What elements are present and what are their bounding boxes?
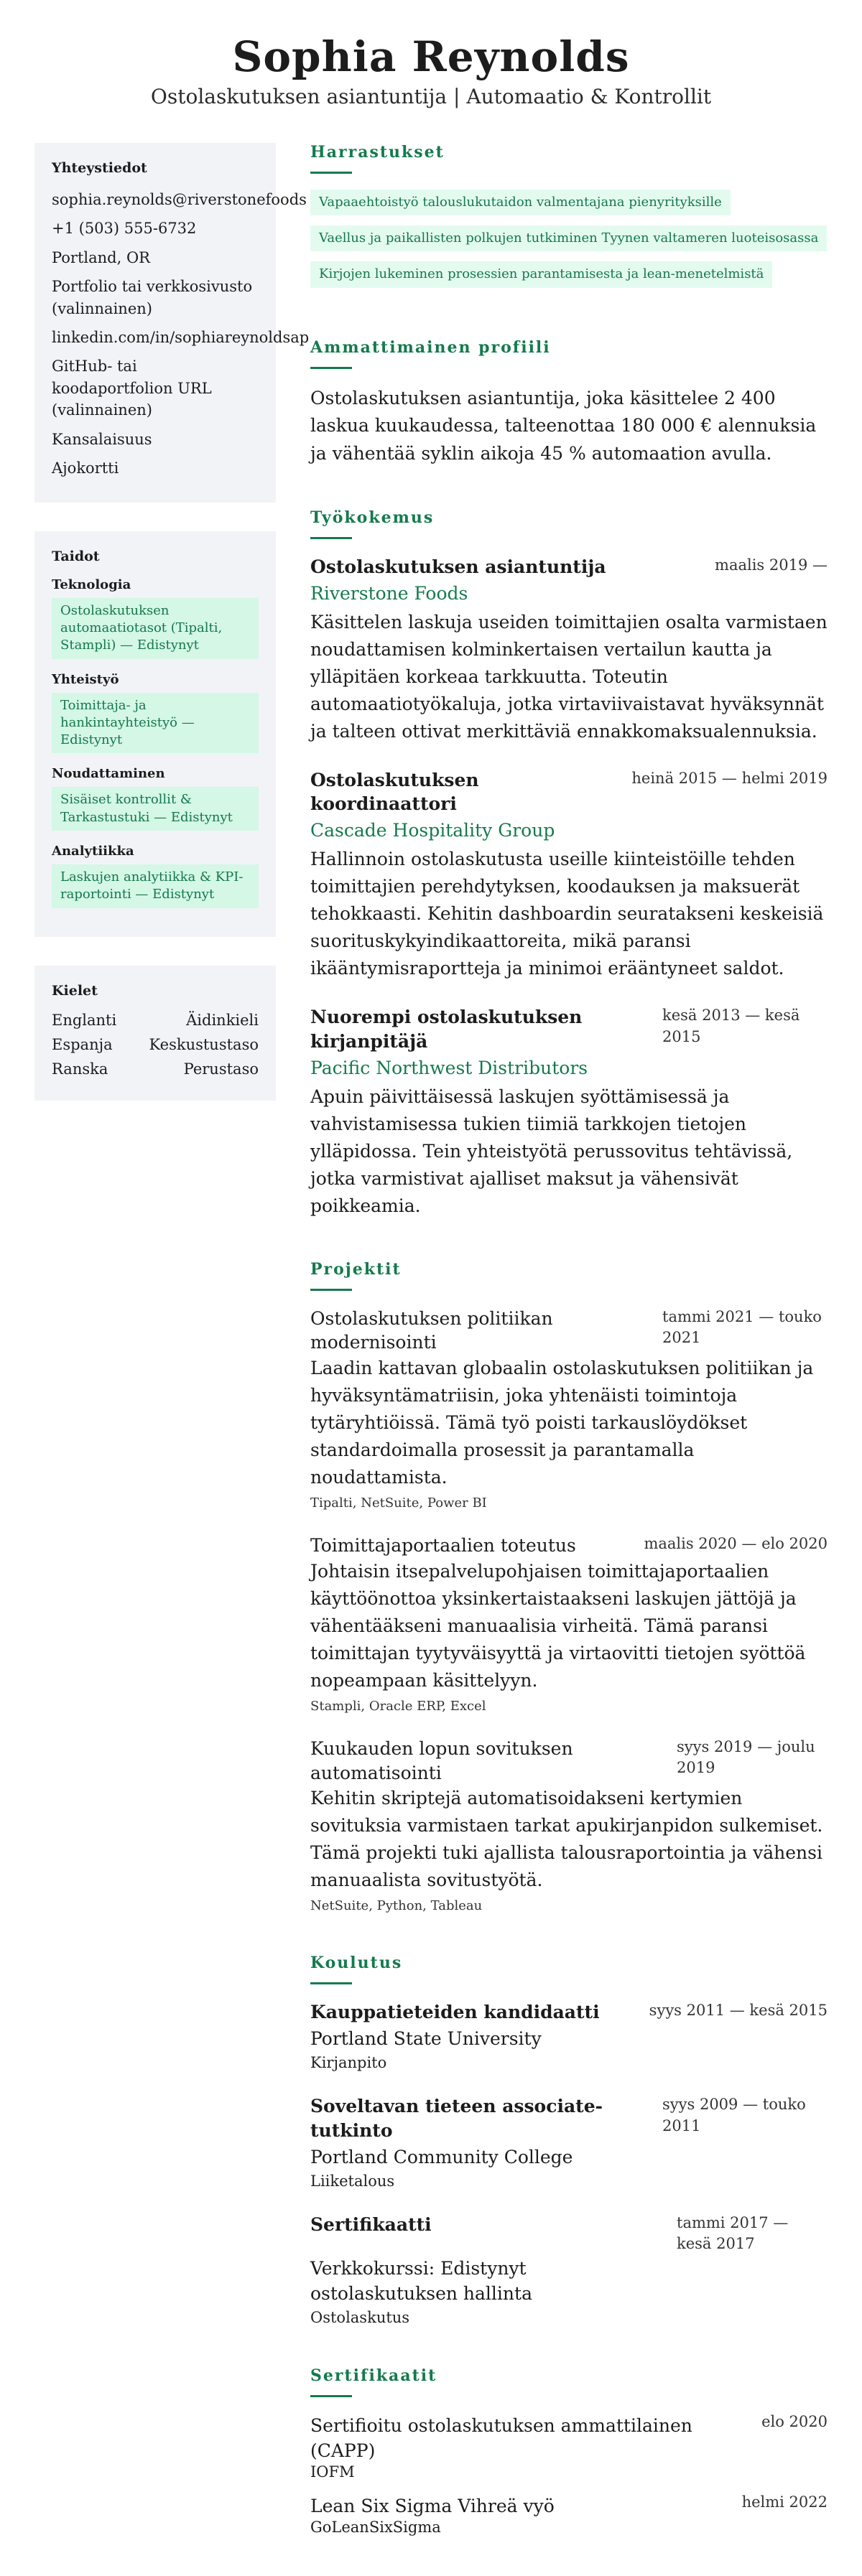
main-column (310, 143, 828, 2576)
job-description: Käsittelen laskuja useiden toimittajien osalta varmistaen noudattamisen kolminkertaisen vertailun kautta ja ylläpitäen korkeaa tarkkuutta. Toteutin automaatiotyökaluja, jotka virtaviivaistavat hyväksynnät ja talteen ottivat merkittäviä ennakkomaksualennuksia. (310, 611, 828, 742)
job-date: kesä 2013 — kesä 2015 (662, 1007, 800, 1045)
education-date: syys 2011 — kesä 2015 (649, 2002, 828, 2020)
projects-section (310, 1260, 828, 1914)
skill-group-title: Yhteistyö (52, 671, 119, 687)
education-entry (310, 2000, 828, 2071)
contact-card (34, 143, 310, 503)
degree-title: Soveltavan tieteen associate-tutkinto (310, 2096, 603, 2141)
company-name: Pacific Northwest Distributors (310, 1057, 588, 1078)
hobbies-section (310, 143, 828, 298)
hobby-chip: Kirjojen lukeminen prosessien parantamisesta ja lean-menetelmistä (310, 261, 772, 287)
company-name: Riverstone Foods (310, 582, 468, 604)
language-row (52, 1036, 259, 1053)
education-field: Kirjanpito (310, 2054, 387, 2072)
language-level: Keskustustaso (149, 1035, 259, 1053)
contact-title: Yhteystiedot (52, 159, 147, 176)
project-description: Laadin kattavan globaalin ostolaskutuksen politiikan ja hyväksyntämatriisin, joka yhtenäisti toimintoja tytäryhtiöissä. Tämä työ poisti tarkauslöydökset standardoimalla prosessit ja parantamalla noudattamista. (310, 1358, 814, 1488)
skill-chip: Toimittaja- ja hankintayhteistyö — Edistynyt (52, 693, 259, 754)
contact-drivers-license: Ajokortti (52, 459, 119, 477)
degree-title: Kauppatieteiden kandidaatti (310, 2002, 600, 2023)
section-divider (310, 1982, 352, 1984)
project-entry (310, 1737, 828, 1914)
school-name: Portland Community College (310, 2146, 573, 2167)
job-date: heinä 2015 — helmi 2019 (631, 769, 828, 787)
job-description: Apuin päivittäisessä laskujen syöttämisessä ja vahvistamisessa tukien tiimiä tarkkojen tietojen ylläpidossa. Tein yhteistyötä perussovitus tehtävissä, jotka varmistivat ajalliset maksut ja vähensivät poikkeamia. (310, 1086, 793, 1216)
job-date: maalis 2019 — (715, 556, 828, 574)
contact-portfolio[interactable]: Portfolio tai verkkosivusto (valinnainen) (52, 278, 253, 317)
language-row (52, 1012, 259, 1029)
languages-card (34, 966, 276, 1101)
experience-entry (310, 1005, 828, 1220)
person-name: Sophia Reynolds (232, 32, 630, 81)
education-date: tammi 2017 — kesä 2017 (677, 2213, 789, 2253)
job-description: Hallinnoin ostolaskutusta useille kiinteistöille tehden toimittajien perehdytyksen, koodauksen ja maksuerät tehokkaasti. Kehitin dashboardin seuratakseni keskeisiä suorituskykyindikaattoreita, mikä paransi ikääntymisraportteja ja minimoi erääntyneet saldot. (310, 849, 824, 979)
project-date: maalis 2020 — elo 2020 (644, 1535, 828, 1553)
project-tech: NetSuite, Python, Tableau (310, 1898, 483, 1914)
education-section (310, 1954, 828, 2326)
section-divider (310, 2395, 352, 2397)
education-date: syys 2009 — touko 2011 (662, 2096, 806, 2134)
section-divider (310, 537, 352, 539)
skills-title: Taidot (52, 548, 100, 564)
project-description: Kehitin skriptejä automatisoidakseni kertymien sovituksia varmistaen tarkat apukirjanpidon sulkemiset. Tämä projekti tuki ajallista talousraportointia ja vähensi manuaalista sovitustyötä. (310, 1788, 823, 1891)
education-entry (310, 2094, 828, 2190)
contact-linkedin[interactable]: linkedin.com/in/sophiareynoldsap (52, 328, 310, 346)
hobby-chip: Vapaaehtoistyö talouslukutaidon valmentajana pienyrityksille (310, 190, 731, 215)
project-entry (310, 1307, 828, 1511)
project-name: Ostolaskutuksen politiikan modernisointi (310, 1307, 553, 1353)
hobby-chip: Vaellus ja paikallisten polkujen tutkiminen Tyynen valtameren luoteisosassa (310, 225, 827, 251)
section-title: Harrastukset (310, 142, 445, 162)
education-field: Liiketalous (310, 2172, 395, 2190)
language-row (52, 1060, 259, 1078)
skill-chip: Laskujen analytiikka & KPI-raportointi — Edistynyt (52, 864, 259, 908)
certification-name: Lean Six Sigma Vihreä vyö (310, 2496, 555, 2517)
job-title: Nuorempi ostolaskutuksen kirjanpitäjä (310, 1007, 583, 1052)
certification-issuer: IOFM (310, 2463, 355, 2481)
contact-github[interactable]: GitHub- tai koodaportfolion URL (valinnainen) (52, 358, 212, 419)
project-date: tammi 2021 — touko 2021 (662, 1307, 822, 1347)
language-name: Espanja (52, 1035, 113, 1053)
languages-title: Kielet (52, 982, 98, 999)
certification-date: elo 2020 (761, 2413, 828, 2431)
certification-issuer: GoLeanSixSigma (310, 2519, 441, 2537)
skill-group-title: Analytiikka (52, 843, 134, 859)
section-title: Työkokemus (310, 508, 435, 527)
language-level: Äidinkieli (186, 1011, 259, 1029)
project-name: Kuukauden lopun sovituksen automatisointi (310, 1737, 573, 1783)
section-title: Sertifikaatit (310, 2366, 437, 2386)
experience-section (310, 508, 828, 1220)
language-name: Englanti (52, 1011, 117, 1029)
skill-group-title: Noudattaminen (52, 766, 165, 782)
sidebar (34, 143, 310, 1129)
degree-title: Sertifikaatti (310, 2213, 432, 2235)
language-level: Perustaso (183, 1060, 259, 1078)
education-field: Ostolaskutus (310, 2309, 410, 2327)
experience-entry (310, 555, 828, 745)
project-description: Johtaisin itsepalvelupohjaisen toimittajaportaalien käyttöönottoa yksinkertaistaakseni laskujen jättöjä ja vähentääkseni manuaalisia virheitä. Tämä paransi toimittajan tyytyväisyyttä ja virtaovitti tietojen syöttöä nopeampaan käsittelyyn. (310, 1560, 806, 1691)
job-title: Ostolaskutuksen koordinaattori (310, 769, 479, 815)
contact-phone[interactable]: +1 (503) 555-6732 (52, 220, 197, 238)
certification-date: helmi 2022 (741, 2493, 828, 2511)
contact-location: Portland, OR (52, 248, 150, 266)
profile-section (310, 338, 828, 468)
project-tech: Tipalti, NetSuite, Power BI (310, 1495, 487, 1511)
skill-chip: Ostolaskutuksen automaatiotasot (Tipalti, Stampli) — Edistynyt (52, 598, 259, 659)
project-tech: Stampli, Oracle ERP, Excel (310, 1698, 486, 1714)
certifications-section (310, 2366, 828, 2536)
experience-entry (310, 768, 828, 983)
section-divider (310, 172, 352, 174)
section-divider (310, 367, 352, 369)
project-entry (310, 1534, 828, 1714)
section-title: Ammattimainen profiili (310, 337, 551, 357)
person-subtitle: Ostolaskutuksen asiantuntija | Automaatio & Kontrollit (150, 84, 712, 108)
education-entry (310, 2213, 828, 2327)
contact-citizenship: Kansalaisuus (52, 430, 152, 448)
skills-card (34, 531, 276, 937)
project-date: syys 2019 — joulu 2019 (677, 1737, 815, 1777)
language-name: Ranska (52, 1060, 108, 1078)
profile-text: Ostolaskutuksen asiantuntija, joka käsittelee 2 400 laskua kuukaudessa, talteenottaa 180 000 € alennuksia ja vähentää syklin aikoja 45 % automaation avulla. (310, 387, 817, 465)
job-title: Ostolaskutuksen asiantuntija (310, 556, 606, 577)
section-title: Projektit (310, 1259, 402, 1279)
skill-group-title: Teknologia (52, 577, 131, 592)
resume-header (34, 34, 828, 108)
skill-chip: Sisäiset kontrollit & Tarkastustuki — Edistynyt (52, 787, 259, 831)
certification-name: Sertifioitu ostolaskutuksen ammattilainen (CAPP) (310, 2415, 692, 2462)
school-name: Verkkokurssi: Edistynyt ostolaskutuksen hallinta (310, 2258, 532, 2305)
certification-entry (310, 2493, 828, 2536)
section-divider (310, 1289, 352, 1291)
resume-body (34, 143, 828, 2576)
school-name: Portland State University (310, 2028, 542, 2050)
company-name: Cascade Hospitality Group (310, 820, 555, 841)
project-name: Toimittajaportaalien toteutus (310, 1535, 576, 1557)
certification-entry (310, 2413, 828, 2481)
contact-email[interactable]: sophia.reynolds@riverstonefoods (52, 190, 307, 208)
section-title: Koulutus (310, 1954, 403, 1973)
